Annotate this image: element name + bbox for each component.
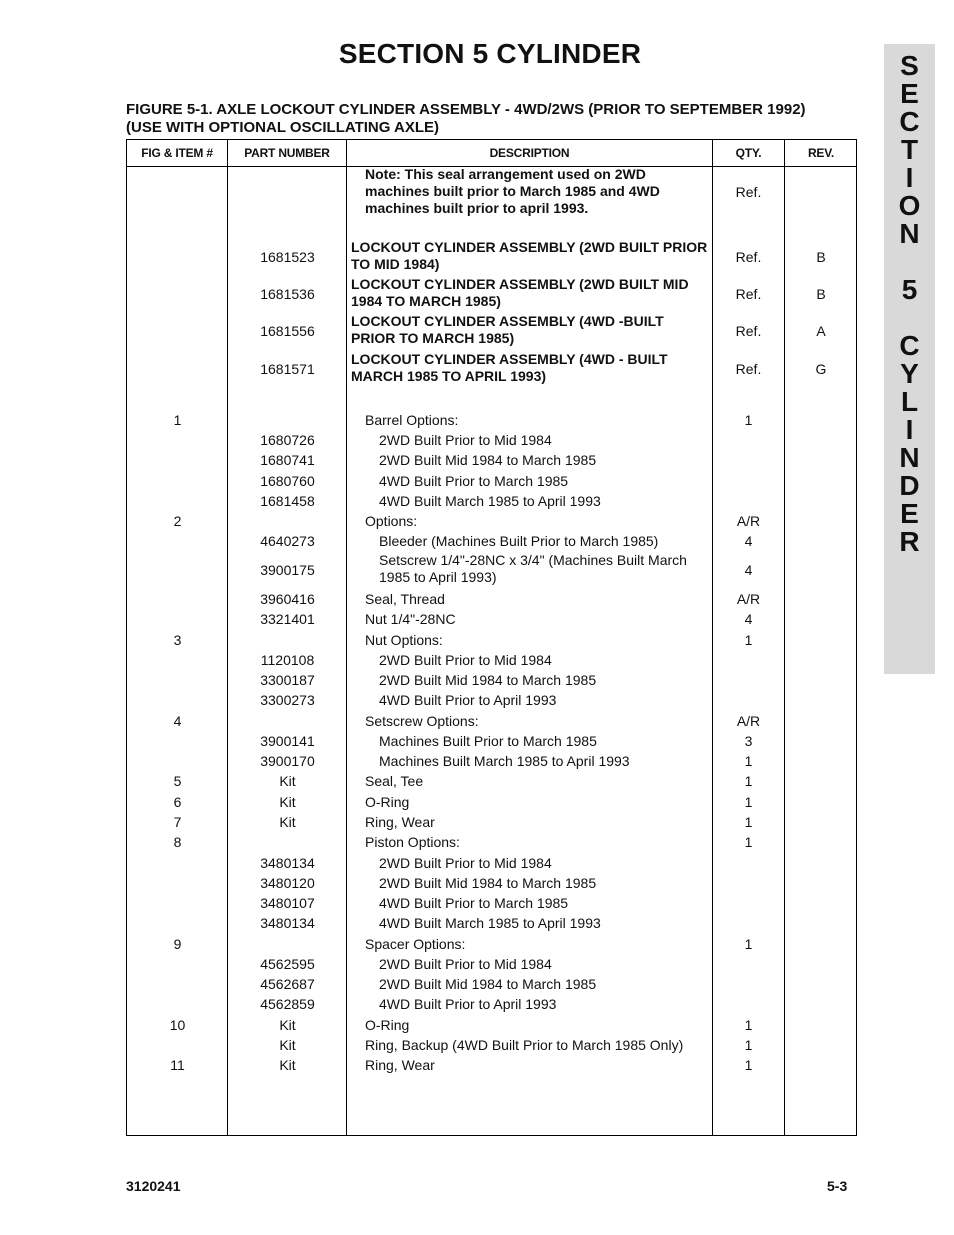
description-cell: Barrel Options: [365,412,459,428]
part-number-cell: 3480134 [260,915,315,931]
part-number-cell: Kit [279,1017,296,1033]
fig-item-cell [127,974,228,994]
table-row [127,650,858,670]
table-row [127,450,858,470]
rev-cell [785,792,857,812]
part-number-cell: 3900175 [260,562,315,578]
rev-cell [785,873,857,893]
description-cell: Note: This seal arrangement used on 2WD machines built prior to March 1985 and 4WD machines built prior to april 1993. [365,166,660,216]
part-number-cell: 4562859 [260,996,315,1012]
part-number-cell [228,166,347,218]
part-number-cell: 3480134 [260,855,315,871]
part-number-cell: 4640273 [260,533,315,549]
rev-cell [785,430,857,450]
table-row [127,552,858,588]
qty-cell [713,450,784,470]
figure-title-line2: (USE WITH OPTIONAL OSCILLATING AXLE) [126,119,440,136]
fig-item-cell [127,690,228,710]
table-row [127,471,858,491]
part-number-cell: 3480107 [260,895,315,911]
table-row [127,589,858,609]
rev-cell: G [815,361,827,377]
part-number-cell: Kit [279,1037,296,1053]
fig-item-cell [127,491,228,511]
qty-cell: 1 [744,773,753,789]
description-cell: LOCKOUT CYLINDER ASSEMBLY (2WD BUILT PRIOR TO MID 1984) [351,239,708,272]
side-tab-letter: D [899,470,920,501]
table-row [127,893,858,913]
qty-cell [713,893,784,913]
description-cell: Setscrew Options: [365,713,479,729]
fig-item-cell [127,609,228,629]
qty-cell: 1 [744,753,753,769]
rev-cell [785,166,857,218]
table-row [127,792,858,812]
description-cell: Ring, Wear [365,814,435,830]
part-number-cell: 3960416 [260,591,315,607]
table-row [127,974,858,994]
part-number-cell: 1681571 [260,361,315,377]
table-row [127,166,858,218]
page-number: 5-3 [827,1178,848,1194]
table-row [127,711,858,731]
fig-item-cell: 4 [173,713,182,729]
fig-item-cell: 11 [170,1057,185,1073]
description-cell: 4WD Built Prior to March 1985 [379,895,569,911]
header-part-number: PART NUMBER [244,146,330,160]
description-cell: LOCKOUT CYLINDER ASSEMBLY (4WD -BUILT PRIOR TO MARCH 1985) [351,313,664,346]
part-number-cell: Kit [279,794,296,810]
side-tab-letter: O [898,190,921,221]
qty-cell [713,650,784,670]
qty-cell: Ref. [735,286,762,302]
description-cell: 2WD Built Prior to Mid 1984 [379,652,552,668]
rev-cell [785,934,857,954]
qty-cell [713,430,784,450]
table-row [127,1035,858,1055]
description-cell: Seal, Tee [365,773,424,789]
description-cell: Setscrew 1/4"-28NC x 3/4" (Machines Built March 1985 to April 1993) [379,552,687,585]
part-number-cell: 1681458 [260,493,315,509]
qty-cell: 1 [744,834,753,850]
description-cell: 2WD Built Mid 1984 to March 1985 [379,976,597,992]
description-cell: 4WD Built Prior to April 1993 [379,996,557,1012]
part-number-cell [228,410,347,430]
qty-cell [713,974,784,994]
table-row [127,670,858,690]
rev-cell [785,893,857,913]
part-number-cell: 1120108 [260,652,315,668]
rev-cell [785,552,857,588]
part-number-cell: Kit [279,773,296,789]
qty-cell [713,853,784,873]
table-row [127,771,858,791]
fig-item-cell: 1 [173,412,182,428]
qty-cell: 1 [744,1037,753,1053]
table-row [127,934,858,954]
fig-item-cell [127,650,228,670]
fig-item-cell [127,853,228,873]
part-number-cell: 3900141 [260,733,315,749]
side-tab-letter: C [899,330,920,361]
description-cell: 2WD Built Prior to Mid 1984 [379,956,552,972]
side-tab-letter: Y [900,358,919,389]
table-row [127,630,858,650]
header-rev: REV. [807,146,835,160]
rev-cell [785,954,857,974]
rev-cell [785,1055,857,1075]
part-number-cell [228,630,347,650]
figure-title-line1: FIGURE 5-1. AXLE LOCKOUT CYLINDER ASSEMBLY - 4WD/2WS (PRIOR TO SEPTEMBER 1992) [126,101,806,118]
qty-cell [713,994,784,1014]
description-cell: 2WD Built Prior to Mid 1984 [379,432,552,448]
table-row [127,276,858,312]
side-tab-letter: E [900,78,919,109]
qty-cell [713,690,784,710]
rev-cell [785,630,857,650]
part-number-cell [228,832,347,852]
header-description: DESCRIPTION [489,146,570,160]
description-cell: LOCKOUT CYLINDER ASSEMBLY (4WD - BUILT MARCH 1985 TO APRIL 1993) [351,351,668,384]
table-row [127,491,858,511]
qty-cell: 1 [744,936,753,952]
fig-item-cell [127,589,228,609]
qty-cell [713,873,784,893]
fig-item-cell [127,893,228,913]
part-number-cell [228,511,347,531]
fig-item-cell [127,954,228,974]
description-cell: 2WD Built Mid 1984 to March 1985 [379,672,597,688]
description-cell: Seal, Thread [365,591,445,607]
rev-cell [785,994,857,1014]
rev-cell [785,511,857,531]
fig-item-cell [127,873,228,893]
rev-cell [785,650,857,670]
description-cell: Nut 1/4"-28NC [365,611,456,627]
part-number-cell: 1680760 [260,473,315,489]
qty-cell [713,491,784,511]
description-cell: O-Ring [365,1017,410,1033]
side-tab-letter: 5 [901,274,918,305]
parts-table [126,139,857,1136]
description-cell: 4WD Built Prior to March 1985 [379,473,569,489]
table-row [127,954,858,974]
fig-item-cell: 5 [173,773,182,789]
table-row [127,511,858,531]
qty-cell [713,670,784,690]
qty-cell: 1 [744,1057,753,1073]
part-number-cell: 1681536 [260,286,315,302]
rev-cell [785,1015,857,1035]
part-number-cell: 1680726 [260,432,315,448]
side-tab-letter: E [900,498,919,529]
description-cell: Options: [365,513,418,529]
description-cell: Nut Options: [365,632,443,648]
fig-item-cell [127,994,228,1014]
side-tab-letter: I [905,414,914,445]
description-cell: 4WD Built March 1985 to April 1993 [379,915,601,931]
description-cell: Machines Built March 1985 to April 1993 [379,753,630,769]
part-number-cell: 3900170 [260,753,315,769]
qty-cell [713,471,784,491]
side-tab-letter: N [899,218,920,249]
header-qty: QTY. [735,146,762,160]
section-side-tab [884,44,935,674]
header-fig: FIG & ITEM # [141,146,213,160]
fig-item-cell [127,731,228,751]
fig-item-cell [127,552,228,588]
qty-cell: 1 [744,632,753,648]
rev-cell [785,832,857,852]
fig-item-cell [127,430,228,450]
rev-cell [785,711,857,731]
description-cell: Ring, Backup (4WD Built Prior to March 1985 Only) [365,1037,684,1053]
qty-cell: A/R [736,591,761,607]
qty-cell: 1 [744,794,753,810]
table-row [127,531,858,551]
table-row [127,994,858,1014]
rev-cell [785,974,857,994]
qty-cell: Ref. [735,361,762,377]
table-row [127,853,858,873]
qty-cell: A/R [736,713,761,729]
fig-item-cell [127,276,228,312]
table-row [127,351,858,387]
rev-cell [785,491,857,511]
qty-cell: Ref. [735,184,762,200]
description-cell: 2WD Built Prior to Mid 1984 [379,855,552,871]
document-number: 3120241 [126,1178,181,1194]
fig-item-cell: 8 [173,834,182,850]
part-number-cell [228,711,347,731]
description-cell: Ring, Wear [365,1057,435,1073]
side-tab-letter: L [900,386,919,417]
table-row [127,1055,858,1075]
rev-cell [785,853,857,873]
table-row [127,832,858,852]
part-number-cell: 4562687 [260,976,315,992]
fig-item-cell: 10 [169,1017,186,1033]
description-cell: Spacer Options: [365,936,466,952]
part-number-cell: Kit [279,1057,296,1073]
rev-cell [785,410,857,430]
qty-cell: 4 [744,562,753,578]
side-tab-letter: S [900,50,919,81]
part-number-cell: 1681556 [260,323,315,339]
fig-item-cell [127,531,228,551]
fig-item-cell [127,670,228,690]
fig-item-cell [127,751,228,771]
table-row [127,812,858,832]
figure-title [126,101,866,137]
fig-item-cell: 3 [173,632,182,648]
side-tab-letter: T [900,134,919,165]
side-tab-letter: I [905,162,914,193]
qty-cell [713,913,784,933]
description-cell: 2WD Built Mid 1984 to March 1985 [379,452,597,468]
description-cell: LOCKOUT CYLINDER ASSEMBLY (2WD BUILT MID 1984 TO MARCH 1985) [351,276,689,309]
table-row [127,913,858,933]
description-cell: 4WD Built Prior to April 1993 [379,692,557,708]
rev-cell [785,670,857,690]
rev-cell [785,771,857,791]
part-number-cell: 4562595 [260,956,315,972]
table-row [127,410,858,430]
table-row [127,239,858,275]
qty-cell: 4 [744,611,753,627]
fig-item-cell: 2 [173,513,182,529]
rev-cell [785,609,857,629]
table-row [127,731,858,751]
part-number-cell: 3480120 [260,875,315,891]
rev-cell [785,690,857,710]
table-row [127,430,858,450]
fig-item-cell: 7 [173,814,182,830]
qty-cell: Ref. [735,249,762,265]
part-number-cell: 3321401 [260,611,315,627]
rev-cell [785,913,857,933]
description-cell: 2WD Built Mid 1984 to March 1985 [379,875,597,891]
fig-item-cell: 9 [173,936,182,952]
fig-item-cell [127,166,228,218]
rev-cell [785,731,857,751]
table-row [127,690,858,710]
description-cell: Piston Options: [365,834,460,850]
fig-item-cell [127,351,228,387]
fig-item-cell [127,1035,228,1055]
qty-cell: A/R [736,513,761,529]
part-number-cell [228,934,347,954]
qty-cell: 4 [744,533,753,549]
rev-cell [785,1035,857,1055]
side-tab-letter: C [899,106,920,137]
qty-cell: 1 [744,814,753,830]
qty-cell: Ref. [735,323,762,339]
side-tab-letter: R [899,526,920,557]
description-cell: Bleeder (Machines Built Prior to March 1985) [379,533,659,549]
qty-cell [713,954,784,974]
table-row [127,873,858,893]
rev-cell: B [816,286,826,302]
side-tab-letter: N [899,442,920,473]
description-cell: O-Ring [365,794,410,810]
table-row [127,751,858,771]
rev-cell [785,751,857,771]
rev-cell [785,471,857,491]
table-row [127,1015,858,1035]
fig-item-cell [127,913,228,933]
part-number-cell: 1681523 [260,249,315,265]
part-number-cell: 3300273 [260,692,315,708]
qty-cell: 3 [744,733,753,749]
part-number-cell: 1680741 [260,452,315,468]
fig-item-cell: 6 [173,794,182,810]
fig-item-cell [127,471,228,491]
rev-cell [785,531,857,551]
part-number-cell: Kit [279,814,296,830]
fig-item-cell [127,239,228,275]
table-row [127,609,858,629]
fig-item-cell [127,450,228,470]
rev-cell: A [816,323,826,339]
qty-cell: 1 [744,1017,753,1033]
section-title: SECTION 5 CYLINDER [338,38,642,69]
description-cell: 4WD Built March 1985 to April 1993 [379,493,601,509]
rev-cell [785,450,857,470]
table-row [127,313,858,349]
fig-item-cell [127,313,228,349]
rev-cell [785,589,857,609]
rev-cell [785,812,857,832]
rev-cell: B [816,249,826,265]
part-number-cell: 3300187 [260,672,315,688]
description-cell: Machines Built Prior to March 1985 [379,733,597,749]
qty-cell: 1 [744,412,753,428]
